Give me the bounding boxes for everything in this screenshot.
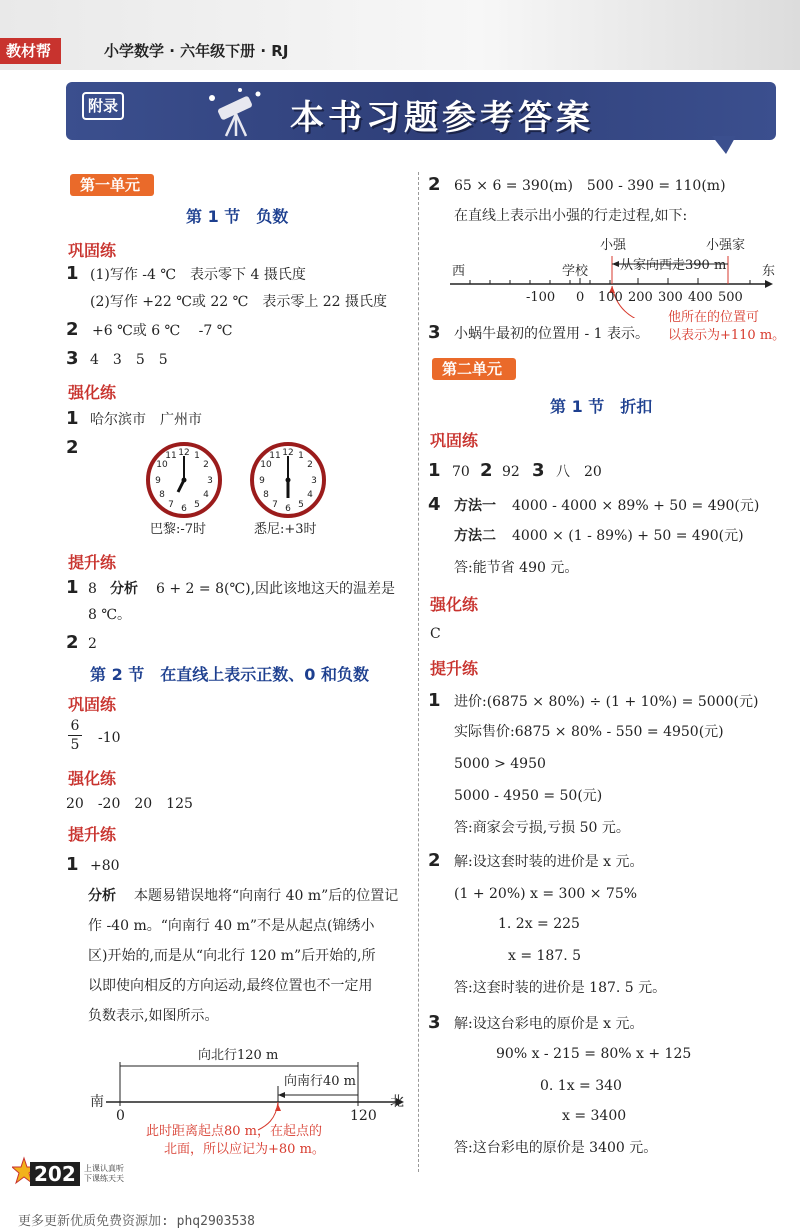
analysis-tag: 分析 — [88, 888, 116, 904]
answer-line: 哈尔滨市 广州市 — [90, 412, 202, 428]
svg-text:8: 8 — [159, 490, 165, 500]
answer-line: (2)写作 +22 ℃或 22 ℃ 表示零上 22 摄氏度 — [90, 294, 388, 310]
tick-label: 100 — [598, 290, 623, 305]
method-tag: 方法二 — [454, 528, 496, 544]
answer-line: +80 — [90, 858, 120, 874]
answer-line: 4 3 5 5 — [90, 352, 168, 368]
svg-text:12: 12 — [178, 448, 190, 458]
fraction-numerator: 6 — [70, 718, 80, 734]
svg-text:7: 7 — [168, 500, 174, 510]
question-number: 1 — [66, 263, 79, 284]
telescope-icon — [200, 84, 270, 140]
answer-line: 进价:(6875 × 80%) ÷ (1 + 10%) = 5000(元) — [454, 694, 759, 710]
answer-line: 答:这台彩电的原价是 3400 元。 — [454, 1140, 658, 1156]
method-tag: 方法一 — [454, 498, 496, 514]
fraction-denominator: 5 — [70, 737, 80, 753]
answer-line: x = 187. 5 — [508, 948, 582, 964]
slogan-line: 上课认真听 — [84, 1164, 124, 1173]
svg-text:2: 2 — [203, 460, 209, 470]
answer-line: 答:能节省 490 元。 — [454, 560, 579, 576]
diagram-label: 120 — [350, 1108, 377, 1124]
question-number: 1 — [428, 460, 441, 481]
drill-heading: 强化练 — [68, 383, 117, 402]
answer-line: x = 3400 — [562, 1108, 627, 1124]
diagram-note: 北面，所以应记为+80 m。 — [164, 1142, 325, 1157]
line-label: 学校 — [562, 264, 589, 279]
section-title: 第 1 节 折扣 — [550, 397, 653, 416]
answer-line: 2 — [88, 636, 97, 652]
column-divider — [418, 172, 420, 1172]
analysis-line: 本题易错误地将“向南行 40 m”后的位置记 — [134, 888, 399, 904]
watermark-text: 更多更新优质免费资源加: phq2903538 — [18, 1214, 255, 1229]
answer-line: 90% x - 215 = 80% x + 125 — [496, 1046, 692, 1062]
answer-line: 八 20 — [556, 464, 602, 480]
diagram-label: 北 — [390, 1094, 404, 1110]
svg-text:11: 11 — [269, 451, 281, 461]
svg-text:11: 11 — [165, 451, 177, 461]
svg-text:3: 3 — [207, 476, 213, 486]
answer-line: 1. 2x = 225 — [498, 916, 580, 932]
question-number: 3 — [532, 460, 545, 481]
analysis-line: 以即使向相反的方向运动,最终位置也不一定用 — [88, 978, 373, 994]
analysis-line: 作 -40 m。“向南行 40 m”不是从起点(锦绣小 — [88, 918, 375, 934]
diagram-label: 0 — [116, 1108, 125, 1124]
diagram-label: 向北行120 m — [198, 1048, 279, 1063]
analysis-line: 区)开始的,而是从“向北行 120 m”后开始的,所 — [88, 948, 376, 964]
section-title: 第 2 节 在直线上表示正数、0 和负数 — [90, 665, 369, 684]
answer-line: +6 ℃或 6 ℃ -7 ℃ — [92, 323, 233, 339]
clock-caption: 悉尼:+3时 — [254, 522, 317, 537]
line-label: 从家向西走390 m — [620, 258, 727, 273]
answer-line: (1 + 20%) x = 300 × 75% — [454, 886, 638, 902]
answer-line: 6 + 2 = 8(℃),因此该地这天的温差是 — [156, 581, 396, 597]
svg-text:6: 6 — [285, 504, 291, 514]
diagram-note: 此时距离起点80 m，在起点的 — [146, 1124, 323, 1139]
answer-line: 在直线上表示出小强的行走过程,如下: — [454, 208, 688, 224]
tick-label: -100 — [526, 290, 556, 305]
svg-text:9: 9 — [155, 476, 161, 486]
answer-line: 8 — [88, 581, 97, 597]
question-number: 2 — [66, 437, 79, 458]
answer-line: 0. 1x = 340 — [540, 1078, 622, 1094]
question-number: 3 — [66, 348, 79, 369]
tick-label: 300 — [658, 290, 683, 305]
line-label: 东 — [762, 264, 776, 279]
answer-line: 5000 > 4950 — [454, 756, 546, 772]
line-label: 小强家 — [706, 238, 746, 253]
answer-line: 8 ℃。 — [88, 607, 132, 623]
drill-heading: 提升练 — [68, 825, 117, 844]
brand-label: 教材帮 — [0, 38, 61, 64]
question-number: 3 — [428, 322, 441, 343]
answer-line: (1)写作 -4 ℃ 表示零下 4 摄氏度 — [90, 267, 306, 283]
answer-line: C — [430, 626, 441, 642]
drill-heading: 巩固练 — [430, 431, 479, 450]
banner-tail — [712, 136, 736, 154]
question-number: 1 — [66, 408, 79, 429]
clock-caption: 巴黎:-7时 — [150, 522, 207, 537]
question-number: 4 — [428, 494, 441, 515]
answer-line: 70 — [452, 464, 470, 480]
answer-line: 答:这套时装的进价是 187. 5 元。 — [454, 980, 667, 996]
answer-line: 92 — [502, 464, 520, 480]
drill-heading: 提升练 — [68, 553, 117, 572]
svg-text:1: 1 — [298, 451, 304, 461]
question-number: 3 — [428, 1012, 441, 1033]
svg-text:4: 4 — [307, 490, 313, 500]
svg-text:1: 1 — [194, 451, 200, 461]
question-number: 2 — [428, 850, 441, 871]
question-number: 1 — [66, 577, 79, 598]
footer-slogan — [84, 1164, 124, 1184]
drill-heading: 提升练 — [430, 659, 479, 678]
drill-heading: 强化练 — [68, 769, 117, 788]
answer-line: 4000 - 4000 × 89% + 50 = 490(元) — [512, 498, 760, 514]
unit-2-tag: 第二单元 — [432, 358, 516, 380]
answer-line: 答:商家会亏损,亏损 50 元。 — [454, 820, 630, 836]
svg-text:6: 6 — [181, 504, 187, 514]
question-number: 2 — [428, 174, 441, 195]
clock-sydney-icon — [248, 440, 328, 520]
svg-text:9: 9 — [259, 476, 265, 486]
svg-text:4: 4 — [203, 490, 209, 500]
question-number: 1 — [428, 690, 441, 711]
answer-line: 解:设这台彩电的原价是 x 元。 — [454, 1016, 644, 1032]
svg-text:3: 3 — [311, 476, 317, 486]
clock-paris-icon — [144, 440, 224, 520]
tick-label: 0 — [576, 290, 585, 305]
line-label: 西 — [452, 264, 466, 279]
tick-label: 400 — [688, 290, 713, 305]
svg-text:5: 5 — [298, 500, 304, 510]
page-title: 本书习题参考答案 — [290, 98, 594, 138]
answer-line: 实际售价:6875 × 80% - 550 = 4950(元) — [454, 724, 724, 740]
diagram-label: 南 — [90, 1094, 104, 1110]
svg-text:2: 2 — [307, 460, 313, 470]
fraction — [68, 718, 82, 753]
answer-line: 65 × 6 = 390(m) 500 - 390 = 110(m) — [454, 178, 726, 194]
slogan-line: 下课练天天 — [84, 1174, 124, 1183]
section-title: 第 1 节 负数 — [186, 207, 289, 226]
drill-heading: 巩固练 — [68, 695, 117, 714]
diagram-label: 向南行40 m — [284, 1074, 357, 1089]
answer-line: -10 — [98, 730, 121, 746]
answer-line: 4000 × (1 - 89%) + 50 = 490(元) — [512, 528, 744, 544]
svg-text:8: 8 — [263, 490, 269, 500]
question-number: 2 — [66, 632, 79, 653]
svg-text:7: 7 — [272, 500, 278, 510]
answer-line: 解:设这套时装的进价是 x 元。 — [454, 854, 644, 870]
question-number: 2 — [66, 319, 79, 340]
answer-line: 20 -20 20 125 — [66, 796, 193, 812]
tick-label: 200 — [628, 290, 653, 305]
question-number: 2 — [480, 460, 493, 481]
book-subject: 小学数学 · 六年级下册 · RJ — [104, 42, 289, 60]
line-label: 小强 — [600, 238, 627, 253]
drill-heading: 巩固练 — [68, 241, 117, 260]
answer-line: 小蜗牛最初的位置用 - 1 表示。 — [454, 326, 649, 342]
svg-text:10: 10 — [156, 460, 168, 470]
drill-heading: 强化练 — [430, 595, 479, 614]
appendix-tag: 附录 — [82, 92, 124, 120]
svg-text:10: 10 — [260, 460, 272, 470]
svg-text:5: 5 — [194, 500, 200, 510]
svg-text:12: 12 — [282, 448, 294, 458]
unit-1-tag: 第一单元 — [70, 174, 154, 196]
tick-label: 500 — [718, 290, 743, 305]
analysis-line: 负数表示,如图所示。 — [88, 1008, 219, 1024]
fraction-bar — [68, 735, 82, 736]
analysis-tag: 分析 — [110, 581, 138, 597]
answer-line: 5000 - 4950 = 50(元) — [454, 788, 603, 804]
line-note: 以表示为+110 m。 — [668, 328, 786, 343]
question-number: 1 — [66, 854, 79, 875]
line-note: 他所在的位置可 — [668, 310, 760, 325]
page-number: 202 — [30, 1162, 80, 1186]
